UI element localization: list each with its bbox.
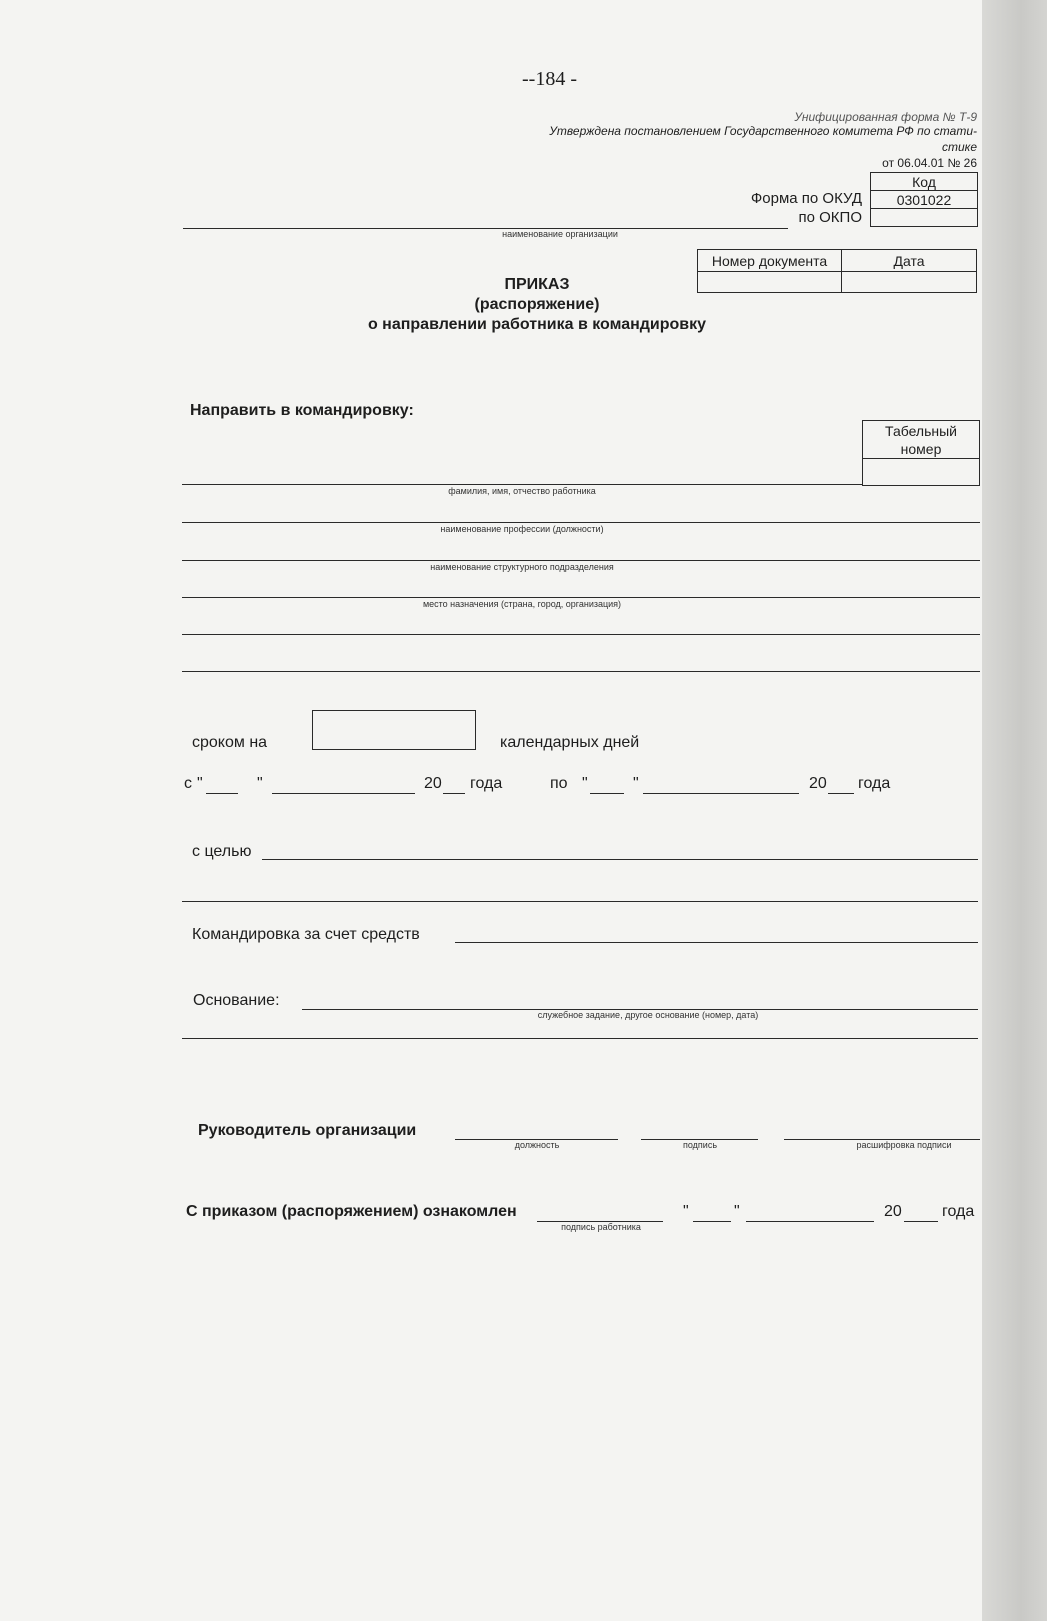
approved-date: от 06.04.01 № 26	[882, 156, 977, 170]
acquainted-year-word: года	[942, 1203, 975, 1220]
days-box[interactable]	[312, 710, 476, 750]
funding-line[interactable]	[455, 942, 978, 943]
destination-caption: место назначения (страна, город, организация)	[422, 599, 622, 609]
acquainted-open-quote: "	[683, 1203, 689, 1220]
purpose-line-1[interactable]	[262, 859, 978, 860]
acquainted-century: 20	[884, 1203, 902, 1220]
okud-label: Форма по ОКУД	[750, 190, 862, 207]
doc-date-cell[interactable]	[842, 272, 977, 293]
page-number: --184 -	[522, 68, 577, 90]
acquainted-day-line[interactable]	[693, 1221, 731, 1222]
fio-caption: фамилия, имя, отчество работника	[448, 486, 596, 496]
doc-number-header: Номер документа	[698, 250, 842, 272]
date-from-month-line[interactable]	[272, 793, 415, 794]
code-header: Код	[871, 173, 978, 191]
date-to-year-line[interactable]	[828, 793, 854, 794]
date-to-day-line[interactable]	[590, 793, 624, 794]
head-signature-caption: подпись	[682, 1140, 718, 1150]
extra-line-1[interactable]	[182, 634, 980, 635]
basis-label: Основание:	[193, 992, 280, 1009]
date-from-day-line[interactable]	[206, 793, 238, 794]
acquainted-year-line[interactable]	[904, 1221, 938, 1222]
organization-caption: наименование организации	[502, 229, 618, 239]
fio-line[interactable]	[182, 484, 862, 485]
acquainted-month-line[interactable]	[746, 1221, 874, 1222]
tab-number-header	[863, 421, 980, 459]
head-label: Руководитель организации	[198, 1122, 417, 1139]
tab-number-cell[interactable]	[863, 459, 980, 486]
basis-caption: служебное задание, другое основание (номер, дата)	[537, 1010, 759, 1020]
acquainted-signature-caption: подпись работника	[561, 1222, 641, 1232]
department-line[interactable]	[182, 560, 980, 561]
department-caption: наименование структурного подразделения	[430, 562, 614, 572]
order-description: о направлении работника в командировку	[367, 316, 707, 333]
tab-number-table	[862, 420, 980, 486]
extra-line-2[interactable]	[182, 671, 980, 672]
days-label: календарных дней	[500, 734, 640, 751]
date-from-close-quote: "	[257, 775, 263, 792]
okud-value-cell[interactable]: 0301022	[871, 191, 978, 209]
order-title: ПРИКАЗ	[504, 276, 570, 293]
date-to-year-word: года	[858, 775, 891, 792]
date-to-close-quote: "	[633, 775, 639, 792]
scan-edge-shadow	[982, 0, 1047, 1621]
purpose-label: с целью	[192, 843, 252, 860]
send-label: Направить в командировку:	[190, 402, 414, 419]
date-from-century: 20	[424, 775, 442, 792]
head-decoding-caption: расшифровка подписи	[856, 1140, 952, 1150]
date-to-open-quote: "	[582, 775, 588, 792]
acquainted-label: С приказом (распоряжением) ознакомлен	[186, 1203, 517, 1220]
date-to-month-line[interactable]	[643, 793, 799, 794]
tab-number-header-line1: Табельный	[885, 422, 957, 439]
organization-line[interactable]	[183, 228, 788, 229]
date-from-open-quote: "	[197, 775, 203, 792]
tab-number-header-line2: номер	[900, 440, 942, 457]
head-position-caption: должность	[514, 1140, 560, 1150]
profession-line[interactable]	[182, 522, 980, 523]
doc-number-cell[interactable]	[698, 272, 842, 293]
destination-line[interactable]	[182, 597, 980, 598]
form-type-label: Унифицированная форма № Т-9	[794, 110, 977, 124]
basis-line-2[interactable]	[182, 1038, 978, 1039]
date-to-century: 20	[809, 775, 827, 792]
doc-number-table	[697, 249, 977, 293]
doc-date-header: Дата	[842, 250, 977, 272]
profession-caption: наименование профессии (должности)	[440, 524, 604, 534]
approved-line-2: стике	[941, 140, 977, 154]
okpo-value-cell[interactable]	[871, 209, 978, 227]
okpo-label: по ОКПО	[798, 209, 862, 226]
order-subtitle: (распоряжение)	[474, 296, 600, 313]
date-from-year-word: года	[470, 775, 503, 792]
term-label: сроком на	[192, 734, 268, 751]
funding-label: Командировка за счет средств	[192, 926, 420, 943]
date-to-prefix: по	[550, 775, 568, 792]
date-from-prefix: с	[184, 775, 192, 792]
purpose-line-2[interactable]	[182, 901, 978, 902]
approved-line-1: Утверждена постановлением Государственного комитета РФ по стати-	[549, 124, 977, 138]
codes-table	[870, 172, 978, 227]
date-from-year-line[interactable]	[443, 793, 465, 794]
acquainted-close-quote: "	[734, 1203, 740, 1220]
